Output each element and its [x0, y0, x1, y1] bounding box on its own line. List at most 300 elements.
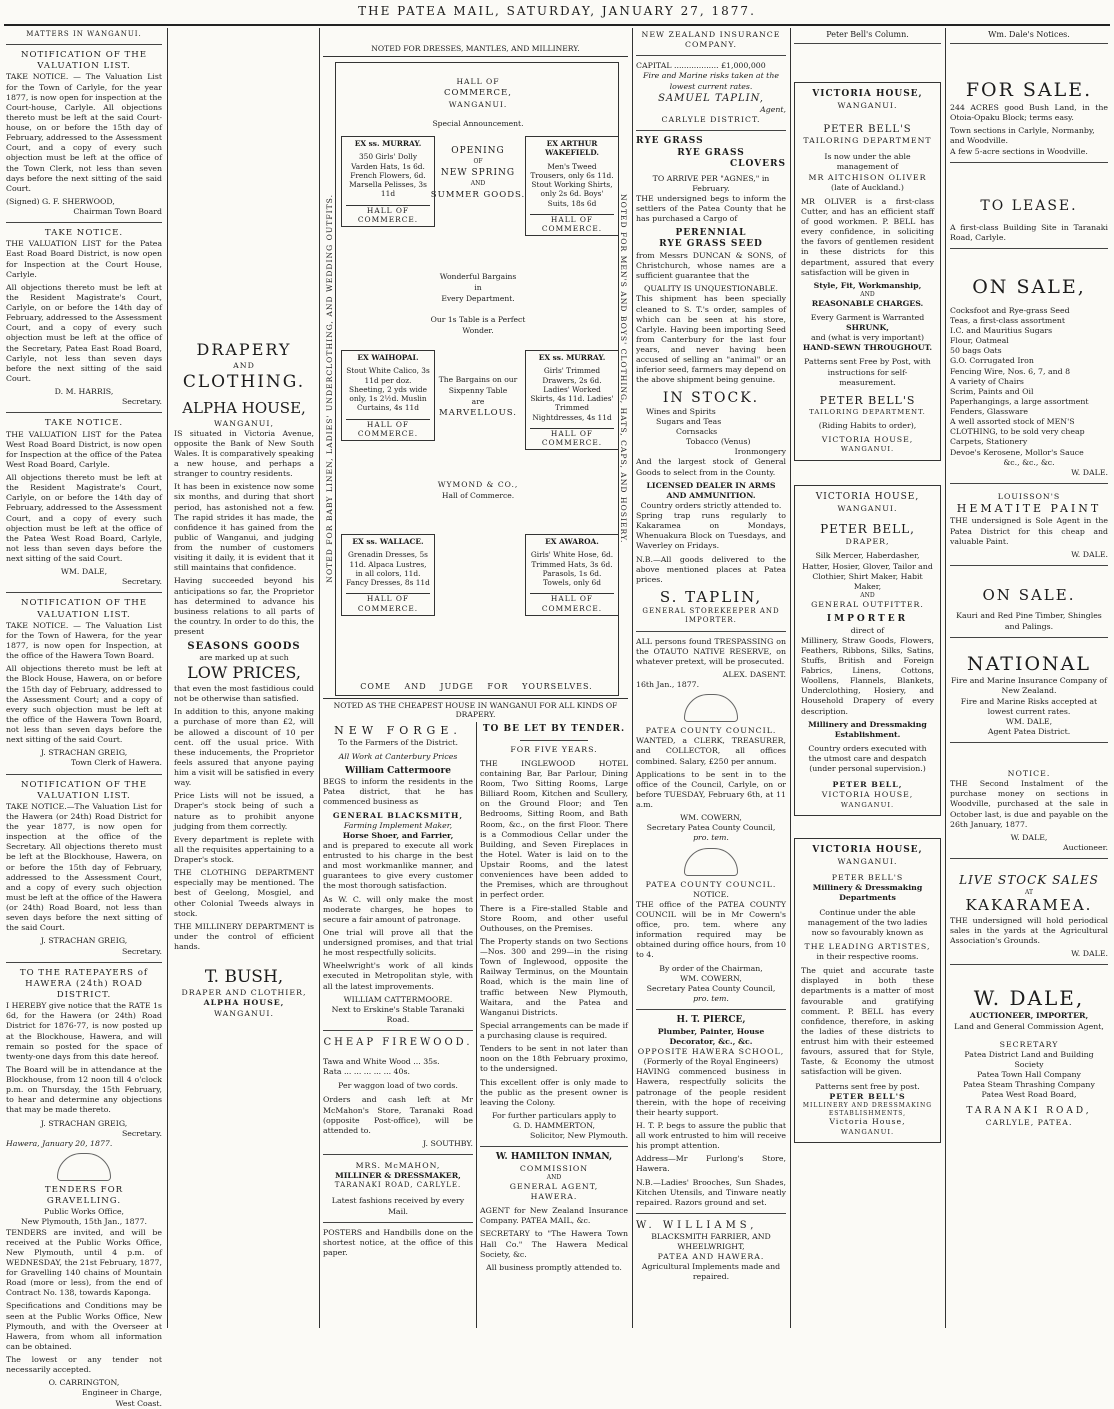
- notice-signature: (Signed) G. F. SHERWOOD,: [6, 196, 115, 206]
- ad-subtitle: NOTICE.: [693, 889, 729, 899]
- ad-name: PETER BELL'S: [819, 393, 916, 407]
- ad-line: COMMISSION: [519, 1164, 589, 1173]
- ad-center-line: NEW SPRING: [440, 168, 516, 179]
- notice-title: NOTIFICATION OF THE VALUATION LIST.: [20, 50, 148, 72]
- ad-body: Fire and Marine Insurance Company of New Zealand.: [951, 676, 1107, 696]
- ad-name: MRS. McMAHON,: [355, 1161, 441, 1171]
- bargain-box-title: EX WAIHOPAI.: [357, 353, 419, 362]
- notice-signature: O. CARRINGTON,: [48, 1378, 120, 1388]
- notice-body: All objections thereto must be left at the Block House, Hawera, on or before the 15th day of February, addressed to the Assessment Court; and a copy of every such objection must be left at the office of the Hawera Town Board, not less than seven days before the next sitting of the said Court.: [6, 664, 162, 745]
- notice-signature: WM. DALE,: [60, 567, 108, 577]
- notice-signature-title: Secretary.: [121, 1128, 162, 1138]
- bargain-box-footer: HALL OF COMMERCE.: [346, 593, 430, 613]
- ad-body: THE INGLEWOOD HOTEL containing Bar, Bar Parlour, Dining Room, Two Sitting Rooms, Large Billiard Room, Kitchen and Scullery, on the Ground Floor; and Ten Bedrooms, Sitting Room, and Bath Room, &c., on the first Floor. There is a Commodious Cellar under the Building, and Seven Fireplaces in the Hotel. Water is laid on to the Upstair Rooms, and the latest conveniences have been added to the Premises, which are throughout in perfect order.: [480, 758, 628, 900]
- ad-body: Agricultural Implements made and repaired.: [641, 1262, 781, 1282]
- bargain-box: [525, 136, 619, 236]
- ad-body: One trial will prove all that the undersigned promises, and that trial he most respectfully solicits.: [323, 927, 473, 958]
- ad-place: WANGANUI.: [837, 503, 898, 513]
- bargain-box-body: Stout White Calico, 3s 11d per doz. Sheeting, 2 yds wide only, 1s 2½d. Muslin Curtains, 4s 11d: [346, 366, 430, 413]
- ad-highlight: QUALITY IS UNQUESTIONABLE.: [644, 284, 778, 294]
- notice-title: NOTIFICATION OF THE VALUATION LIST.: [20, 779, 148, 801]
- column-notices: [6, 30, 162, 1408]
- ad-body: As W. C. will only make the most moderate charges, he hopes to secure a fair amount of patronage.: [323, 894, 473, 924]
- ad-banner-right: NOTED FOR MEN'S AND BOYS' CLOTHING, HATS, CAPS, AND HOSIERY.: [619, 194, 628, 544]
- ad-body: For further particulars apply to: [491, 1110, 617, 1120]
- ad-line: CARLYLE DISTRICT.: [661, 114, 761, 124]
- ad-body: (Riding Habits to order),: [818, 420, 917, 430]
- ad-body: THE office of the PATEA COUNTY COUNCIL will be in Mr Cowern's office, pro. tem. where any information required may be obtained during office hours, from 10 to 4.: [636, 899, 786, 960]
- ad-title: NEW ZEALAND INSURANCE COMPANY.: [641, 30, 781, 50]
- ad-highlight: Horse Shoer, and Farrier,: [342, 830, 454, 840]
- ad-body: Millinery, Straw Goods, Flowers, Feathers, Ribbons, Silks, Satins, Stuffs, British and Foreign Fabrics, Linens, Cottons, Woollens, Flannels, Blankets, Underclothing, Hosiery, and Household Drapery of every description.: [801, 635, 934, 716]
- bargain-box: [525, 350, 619, 450]
- ad-body: This excellent offer is only made to the public as the present owner is leaving the Colony.: [480, 1077, 628, 1107]
- ad-body: Fire and Marine Risks accepted at lowest current rates.: [960, 696, 1098, 716]
- ad-signature: Next to Erskine's Stable Taranaki Road.: [331, 1004, 465, 1024]
- notice-place: Public Works Office,: [43, 1207, 125, 1217]
- ad-body: THE CLOTHING DEPARTMENT especially may be mentioned. The best of Geelong, Mosgiel, and other Colonial Tweeds always in stock.: [174, 868, 314, 918]
- ad-highlight: RYE GRASS: [636, 135, 704, 146]
- ad-place: WANGANUI,: [214, 418, 274, 428]
- ad-body: HAVING commenced business in Hawera, respectfully solicits the patronage of the people resident therein, with the hope of receiving their hearty support.: [636, 1067, 786, 1117]
- ad-body: Patterns sent free by post.: [815, 1081, 920, 1091]
- ad-highlight: GENERAL BLACKSMITH,: [332, 810, 464, 820]
- ad-line: Fire and Marine risks taken at the lowest current rates.: [643, 71, 779, 91]
- ad-and: AND: [233, 360, 255, 370]
- ad-body: 244 ACRES good Bush Land, in the Otoia-Opaku Block; terms easy.: [950, 103, 1108, 123]
- notice-title: TO THE RATEPAYERS of HAWERA (24th) ROAD DISTRICT.: [19, 967, 149, 1001]
- bargain-box-title: EX AWAROA.: [545, 537, 599, 546]
- ad-name: MR AITCHISON OLIVER: [808, 172, 927, 182]
- ad-line: SECRETARY: [999, 1039, 1059, 1049]
- ad-title: ON SALE,: [972, 276, 1086, 299]
- ad-highlight: GENERAL OUTFITTER.: [811, 599, 924, 609]
- ad-body: N.B.—All goods delivered to the above mentioned places at Patea prices.: [636, 554, 786, 584]
- ad-highlight: REASONABLE CHARGES.: [811, 298, 924, 308]
- ad-line: AND: [860, 290, 875, 298]
- ad-body: There is a Fire-stalled Stable and Store Room, and other useful Outhouses, on the Premises.: [480, 903, 628, 933]
- bargain-box-body: 350 Girls' Dolly Varden Hats, 1s 6d. French Flowers, 6d. Marsella Pelisses, 3s 11d: [349, 152, 427, 199]
- ad-signature: W. DALE.: [1071, 467, 1108, 477]
- column-taplin: [636, 30, 786, 1326]
- ad-body: The Property stands on two Sections —Nos. 300 and 299—in the rising Town of Inglewood, opposite the Railway Terminus, on the Mountain Road, which is the main line of traffic between New Plymouth, Waitara, and the Patea and Wanganui Districts.: [480, 936, 628, 1017]
- ad-title: VICTORIA HOUSE,: [815, 491, 920, 502]
- notice-body: I HEREBY give notice that the RATE 1s 6d, for the Hawera (or 24th) Road District for 1876-77, is now posted up at the Blockhouse, Hawera, and will remain so posted for the space of twenty-one days from this date hereof.: [6, 1001, 162, 1061]
- ad-body: THE MILLINERY DEPARTMENT is under the control of efficient hands.: [174, 921, 314, 952]
- ad-body: Town sections in Carlyle, Normanby, and Woodville.: [950, 126, 1095, 146]
- ad-signature-title: pro. tem.: [693, 993, 729, 1003]
- ad-line: PATEA AND HAWERA.: [657, 1252, 765, 1262]
- ad-subtitle: TAILORING DEPARTMENT.: [809, 408, 926, 417]
- ad-highlight: LOW PRICES,: [187, 663, 301, 683]
- bargain-box-body: Grenadin Dresses, 5s 11d. Alpaca Lustres, in all colors, 11d. Fancy Dresses, 8s 11d: [346, 550, 430, 587]
- ad-title: FOR SALE.: [965, 79, 1093, 102]
- ad-banner-left: NOTED FOR BABY LINEN, LADIES' UNDERCLOTHING, AND WEDDING OUTFITS.: [325, 194, 334, 583]
- ad-name: W. WILLIAMS,: [636, 1219, 758, 1231]
- column-divider: [319, 28, 320, 1328]
- column-divider: [632, 28, 633, 1328]
- ad-body: A few 5-acre sections in Woodville.: [950, 146, 1088, 156]
- ad-highlight: IN STOCK.: [662, 389, 760, 406]
- ad-highlight: RYE GRASS: [677, 147, 745, 158]
- notice-signature-title: West Coast.: [115, 1398, 162, 1408]
- ad-signature: WILLIAM CATTERMOORE.: [343, 994, 453, 1004]
- ad-line: Patea District Land and Building Society: [964, 1049, 1094, 1069]
- ad-body: Price Lists will not be issued, a Draper's stock being of such a nature as to prohibit anyone judging from them correctly.: [174, 791, 314, 831]
- ad-place: WANGANUI.: [837, 857, 898, 867]
- ad-place: WANGANUI.: [840, 800, 895, 809]
- notice-body: TAKE NOTICE.—The Valuation List for the Hawera (or 24th) Road District for the year 1877, is now open for inspection at the office of the Secretary. All objections thereto must be left at the Blockhouse, Hawera, on or before the 15th day of February, addressed to the Assessment Court, and a copy of every such objection must be left at the office of the Hawera (or 24th) Road Board, not less than seven days before the next sitting of the said Court.: [6, 801, 162, 933]
- ad-title: TO BE LET BY TENDER.: [482, 724, 626, 734]
- ad-body: Silk Mercer, Haberdasher, Hatter, Hosier, Glover, Tailor and Clothier, Shirt Maker, Habit Maker,: [802, 551, 933, 591]
- notice-signature: D. M. HARRIS,: [54, 387, 114, 397]
- notice-body: TAKE NOTICE. — The Valuation List for the Town of Hawera, for the year 1877, is now open for Inspection, at the office of the Hawera Town Board.: [6, 620, 162, 661]
- ad-signature: WM. COWERN,: [680, 973, 742, 983]
- ad-subtitle: DRAPER,: [845, 537, 890, 547]
- ad-body: POSTERS and Handbills done on the shortest notice, at the office of this paper.: [323, 1227, 473, 1257]
- ad-line: AND: [860, 591, 875, 599]
- ad-body: And the largest stock of General Goods to select from in the County.: [636, 457, 786, 477]
- ad-line: GENERAL AGENT,: [509, 1181, 599, 1191]
- ad-center-line: OF: [473, 158, 483, 166]
- ad-place: WANGANUI.: [837, 101, 898, 111]
- column-divider: [790, 28, 791, 1328]
- ad-subtitle: MILLINERY AND DRESSMAKING ESTABLISHMENTS,: [802, 1101, 933, 1117]
- notice-body: All objections thereto must be left at the Resident Magistrate's Court, Carlyle, on or before the 14th day of February, addressed to the Assessment Court, and a copy of every such objection must be left at the office of the Patea West Road Board, Carlyle, not less than seven days before the next sitting of the said Court.: [6, 473, 162, 564]
- ad-body: A first-class Building Site in Taranaki Road, Carlyle.: [950, 222, 1108, 243]
- ad-signature: W. DALE.: [1071, 549, 1108, 559]
- column-heading: Wm. Dale's Notices.: [950, 30, 1108, 44]
- ad-title: ON SALE.: [982, 585, 1076, 604]
- ad-signature-title: pro. tem.: [693, 833, 729, 843]
- ad-signature-title: Auctioneer.: [1063, 842, 1108, 852]
- column-top: MATTERS IN WANGANUI.: [26, 30, 142, 38]
- ad-center-line: The Bargains on our Sixpenny Table: [438, 375, 518, 396]
- ad-body: MR OLIVER is a first-class Cutter, and has an efficient staff of good workmen. P. BELL has every confidence, in soliciting the favors of gentlemen resident in these districts for this department, assured that every satisfaction will be given in: [801, 196, 934, 277]
- bargain-box: [341, 136, 435, 227]
- ad-signature: W. DALE,: [1010, 832, 1048, 842]
- ad-line: Plumber, Painter, House Decorator, &c., &c.: [657, 1026, 765, 1046]
- ad-highlight: IMPORTER: [826, 613, 909, 624]
- notice-signature: J. STRACHAN GREIG,: [40, 1118, 128, 1128]
- ad-body: Is now under the able management of: [824, 152, 911, 172]
- column-hotel-tender: [480, 724, 628, 1324]
- bargain-box-title: EX ss. MURRAY.: [538, 353, 606, 362]
- bargain-box: [525, 534, 619, 616]
- ad-subtitle: To the Farmers of the District.: [338, 738, 458, 748]
- column-forge: [323, 724, 473, 1324]
- ad-body: THE Second Instalment of the purchase money on sections in Woodville, purchased at the sale in October last, is due and payable on the 26th January, 1877.: [950, 779, 1108, 829]
- ad-highlight: SHRUNK,: [846, 323, 889, 332]
- ad-list: Cocksfoot and Rye-grass Seed Teas, a first-class assortment I.C. and Mauritius Sugars Flour, Oatmeal 50 bags Oats G.O. Corrugated Iron Fencing Wire, Nos. 6, 7, and 8 A variety of Chairs Scrim, Paints and Oil Paperhangings, a large assortment Fenders, Glassware: [950, 305, 1089, 417]
- ad-title: HEMATITE PAINT: [956, 502, 1102, 516]
- ad-body: It has been in existence now some six months, and during that short period, has astonished not a few. The rapid strides it has made, the confidence it has gained from the public of Wanganui, and judging from the number of customers visiting it daily, it is evident that it still maintains that confidence.: [174, 482, 314, 573]
- ad-date: 16th Jan., 1877.: [636, 680, 700, 690]
- ad-line: Tobacco (Venus): [686, 437, 751, 447]
- ad-signature: WM. DALE,: [1005, 716, 1053, 726]
- bargain-box-footer: HALL OF COMMERCE.: [346, 205, 430, 225]
- bargain-box-body: Men's Tweed Trousers, only 6s 11d. Stout Working Shirts, only 2s 6d. Boys' Suits, 18s 6d: [530, 161, 614, 208]
- ad-body: A well assorted stock of MEN'S CLOTHING, to be sold very cheap: [950, 417, 1085, 437]
- ad-body: Country orders executed with the utmost care and despatch (under personal supervision.): [808, 743, 927, 774]
- bargain-box-footer: HALL OF COMMERCE.: [346, 419, 430, 439]
- ad-body: In addition to this, anyone making a purchase of more than £2, will be allowed a discount of 10 per cent. off the usual price. With these inducements, the Proprietor feels assured that anyone paying him a visit will be satisfied in every way.: [174, 707, 314, 788]
- ad-line: &c., &c., &c.: [1003, 457, 1055, 467]
- ad-title: DRAPERY: [196, 340, 292, 359]
- bargain-box-title: EX ARTHUR WAKEFIELD.: [545, 139, 599, 158]
- ad-body: from Messrs DUNCAN & SONS, of Christchurch, whose names are a sufficient guarantee that the: [636, 250, 786, 281]
- ad-body: AGENT for New Zealand Insurance Company. PATEA MAIL, &c.: [480, 1206, 628, 1226]
- masthead-rule: [4, 24, 1110, 26]
- ad-body: Every department is replete with all the requisites appertaining to a Draper's stock.: [174, 834, 314, 865]
- ad-banner-bottom: NOTED AS THE CHEAPEST HOUSE IN WANGANUI FOR ALL KINDS OF DRAPERY.: [323, 698, 628, 719]
- ad-slogan: COME AND JUDGE FOR YOURSELVES.: [360, 682, 593, 691]
- ad-body: Country orders strictly attended to.: [640, 500, 782, 510]
- ad-name: PETER BELL'S: [823, 124, 912, 136]
- ad-center-line: Wonderful Bargains: [439, 272, 517, 282]
- ad-center-line: HALL OF: [456, 77, 500, 86]
- ad-title: PATEA COUNTY COUNCIL.: [645, 879, 777, 889]
- ad-subtitle: All Work at Canterbury Prices: [338, 752, 458, 762]
- ad-highlight: SEASONS GOODS: [187, 641, 301, 653]
- ad-body: Special arrangements can be made if a purchasing clause is required.: [480, 1020, 628, 1041]
- column-heading: Peter Bell's Column.: [794, 30, 941, 44]
- column-alpha-house: [174, 340, 314, 1020]
- bargain-box-body: Girls' White Hose, 6d. Trimmed Hats, 3s 6d. Parasols, 1s 6d. Towels, only 6d: [530, 550, 614, 587]
- ad-line: Patea Town Hall Company: [977, 1070, 1081, 1080]
- masthead: THE PATEA MAIL, SATURDAY, JANUARY 27, 1877.: [358, 4, 756, 18]
- ad-house-name: ALPHA HOUSE,: [182, 399, 306, 418]
- ad-body: Having succeeded beyond his anticipations so far, the Proprietor has determined to advance his business relations to all parts of the country. In order to do this, the present: [174, 576, 314, 637]
- ad-line: Agent,: [760, 104, 786, 114]
- notice-body: TENDERS are invited, and will be received at the Public Works Office, New Plymouth, until 4 p.m. of WEDNESDAY, the 21st February, 1877, for Gravelling 140 chains of Mountain Road (more or less), from the end of Contract No. 138, towards Kaponga.: [6, 1227, 162, 1298]
- ad-title: NATIONAL: [966, 652, 1092, 675]
- ad-signature-title: GENERAL STOREKEEPER AND IMPORTER.: [642, 607, 780, 625]
- ad-highlight: Style, Fit, Workmanship,: [813, 280, 922, 290]
- notice-body: All objections thereto must be left at the Resident Magistrate's Court, Carlyle, on or before the 14th day of February, addressed to the Assessment Court, and a copy of every such objection must be left at the office of the Secretary, Patea East Road Board, Carlyle, not less than seven days before the next sitting of the said Court.: [6, 282, 162, 383]
- notice-signature-title: Chairman Town Board: [73, 207, 162, 217]
- notice-body: TAKE NOTICE. — The Valuation List for the Town of Carlyle, for the year 1877, is now open for inspection at the Court-house, Carlyle. All objections thereto must be left at the said Court-house, on or before the 15th day of February, addressed to the Assessment Court, and a copy of every such objection must be left at the office of the Town Clerk, not less than seven days before the next sitting of the said Court.: [6, 72, 162, 193]
- ad-title: LOUISSON'S: [997, 491, 1061, 501]
- ad-highlight: Farming Implement Maker,: [343, 820, 453, 830]
- ad-body: Continue under the able management of the two ladies now so favourably known as: [807, 907, 928, 937]
- ad-body: N.B.—Ladies' Brooches, Sun Shades, Kitchen Utensils, and Tinware neatly repaired. Razors ground and set.: [636, 1177, 786, 1207]
- ad-line: Wines and Spirits: [646, 406, 716, 416]
- ad-highlight: LICENSED DEALER IN ARMS AND AMMUNITION.: [646, 480, 776, 500]
- ad-name: PETER BELL,: [832, 780, 903, 790]
- ad-body: Latest fashions received by every Mail.: [331, 1196, 465, 1216]
- ad-body: THE undersigned begs to inform the settlers of the Patea County that he has purchased a Cargo of: [636, 194, 786, 224]
- ad-line: Cornsacks: [676, 427, 718, 436]
- ad-center-line: WYMOND & CO.,: [437, 480, 519, 490]
- notice-signature-title: Town Clerk of Hawera.: [70, 758, 162, 768]
- ad-subtitle: Land and General Commission Agent,: [954, 1021, 1104, 1031]
- notice-title: TENDERS FOR GRAVELLING.: [44, 1184, 124, 1207]
- ad-center-line: MARVELLOUS.: [439, 408, 517, 419]
- ad-body: Applications to be sent in to the office of the Council, Carlyle, on or before TUESDAY, February 6th, at 11 a.m.: [636, 769, 786, 810]
- ad-signature-title: DRAPER AND CLOTHIER,: [181, 988, 307, 998]
- ad-line: BLACKSMITH FARRIER, AND WHEELWRIGHT,: [651, 1231, 771, 1251]
- ad-center-line: Every Department.: [441, 294, 515, 304]
- ad-signature-title: WANGANUI.: [214, 1008, 274, 1018]
- ad-body: and (what is very important): [810, 333, 925, 343]
- notice-body: Specifications and Conditions may be seen at the Public Works Office, New Plymouth, and with the Overseer at Hawera, from whom all information can be obtained.: [6, 1301, 162, 1351]
- ad-tailoring: [794, 82, 941, 461]
- ad-signature: T. BUSH,: [204, 967, 284, 988]
- column-peter-bell: [794, 30, 941, 1326]
- ad-body: H. T. P. begs to assure the public that all work entrusted to him will receive his prompt attention.: [636, 1120, 786, 1151]
- ad-line: Sugars and Teas: [656, 416, 722, 426]
- ad-millinery: [794, 838, 941, 1143]
- ad-line: Rata ... ... ... ... ... 40s.: [323, 1067, 410, 1077]
- ad-address: CARLYLE, PATEA.: [985, 1118, 1073, 1128]
- ad-title: NOTICE.: [1007, 769, 1051, 779]
- ad-subtitle: FOR FIVE YEARS.: [510, 744, 598, 754]
- ad-body: Every Garment is Warranted: [810, 312, 925, 322]
- ad-highlight: MILLINER & DRESSMAKER,: [335, 1171, 461, 1181]
- ad-body: and is prepared to execute all work entrusted to his charge in the best and most workmanlike manner, and guarantees to give every customer the most thorough satisfaction.: [323, 840, 473, 891]
- ad-center-line: OPENING: [451, 146, 505, 157]
- ad-body: Kauri and Red Pine Timber, Shingles and Palings.: [956, 611, 1102, 631]
- ad-highlight: Millinery and Dressmaking Establishment.: [808, 719, 927, 739]
- ad-body: The quiet and accurate taste displayed in both these departments is a matter of most favourable and gratifying comment. P. BELL has every confidence, therefore, in asking the ladies of these districts to entrust him with their esteemed favours, assured that for Style, Taste, & Economy the utmost satisfaction will be given.: [801, 966, 934, 1077]
- ad-title: W. DALE,: [973, 986, 1085, 1011]
- ad-line: CAPITAL .................. £1,000,000: [636, 61, 766, 71]
- ad-line: Patea Steam Thrashing Company: [963, 1080, 1095, 1090]
- ad-signature: Solicitor, New Plymouth.: [529, 1131, 628, 1141]
- ad-place: WANGANUI.: [840, 445, 895, 454]
- ad-line: Patea West Road Board,: [981, 1090, 1077, 1100]
- ad-body: SECRETARY to "The Hawera Town Hall Co." The Hawera Medical Society, &c.: [480, 1229, 628, 1259]
- ad-line: direct of: [850, 625, 885, 635]
- ad-signature: W. DALE.: [1071, 949, 1108, 959]
- ad-name: W. HAMILTON INMAN,: [495, 1152, 613, 1163]
- notice-date: New Plymouth, 15th Jan., 1877.: [20, 1217, 148, 1227]
- notice-title: NOTIFICATION OF THE VALUATION LIST.: [20, 598, 148, 620]
- ad-title: LIVE STOCK SALES: [959, 873, 1099, 888]
- ad-body: IS situated in Victoria Avenue, opposite the Bank of New South Wales. It is comparatively speaking a new house, and perhaps a stranger to country residents.: [174, 428, 314, 479]
- ad-signature: WM. COWERN,: [680, 813, 742, 823]
- notice-signature: J. STRACHAN GREIG,: [40, 748, 128, 758]
- column-divider: [476, 722, 477, 1328]
- ad-name: William Cattermoore: [345, 765, 451, 776]
- ad-title: VICTORIA HOUSE,: [812, 845, 923, 856]
- bargain-box: [341, 350, 435, 441]
- ad-subtitle: TAILORING DEPARTMENT: [803, 136, 932, 146]
- ad-line: (Formerly of the Royal Engineers): [643, 1057, 779, 1067]
- ad-title: VICTORIA HOUSE,: [821, 790, 914, 800]
- ad-title: Victoria House,: [829, 1117, 906, 1127]
- ad-center-line: in: [474, 283, 482, 293]
- ad-line: HAWERA.: [530, 1192, 578, 1202]
- bargain-box-footer: HALL OF COMMERCE.: [530, 214, 614, 234]
- ad-signature: S. TAPLIN,: [659, 587, 763, 606]
- ad-name: PETER BELL'S: [831, 873, 904, 883]
- ad-signature: J. SOUTHBY.: [423, 1138, 473, 1148]
- ad-body: Patterns sent Free by Post, with instructions for self-measurement.: [804, 357, 931, 387]
- ad-highlight: HAND-SEWN THROUGHOUT.: [802, 343, 933, 353]
- ad-center-line: are: [471, 397, 485, 407]
- ad-subtitle: AUCTIONEER, IMPORTER,: [969, 1011, 1089, 1021]
- ad-address: TARANAKI ROAD,: [966, 1106, 1092, 1117]
- ad-signature-title: Agent Patea District.: [987, 726, 1071, 736]
- notice-body: THE VALUATION LIST for the Patea East Road Board District, is now open for Inspection at the Court House, Carlyle.: [6, 239, 162, 279]
- ad-body: ALL persons found TRESPASSING on the OTAUTO NATIVE RESERVE, on whatever pretext, will be prosecuted.: [636, 636, 786, 666]
- ad-name: SAMUEL TAPLIN,: [658, 92, 764, 104]
- ad-body: All business promptly attended to.: [486, 1262, 622, 1272]
- ad-title: TO LEASE.: [980, 197, 1078, 214]
- notice-body: The Board will be in attendance at the Blockhouse, from 12 noon till 4 o'clock p.m. on Thursday, the 15th February, to hear and determine any objections that may be made thereto.: [6, 1064, 162, 1115]
- ad-draper: [794, 485, 941, 816]
- bargain-box-footer: HALL OF COMMERCE.: [530, 593, 614, 613]
- ad-body: Wheelwright's work of all kinds executed in Metropolitan style, with all the latest improvements.: [323, 961, 473, 991]
- ad-highlight: Millinery & Dressmaking Departments: [812, 883, 923, 903]
- ad-body: Orders and cash left at Mr McMahon's Store, Taranaki Road (opposite Post-office), will be attended to.: [323, 1095, 473, 1135]
- ad-line: OPPOSITE HAWERA SCHOOL,: [637, 1047, 785, 1056]
- ad-body: THE undersigned will hold periodical sales in the yards at the Agricultural Association's Grounds.: [950, 915, 1108, 946]
- ad-title: NEW FORGE.: [334, 724, 462, 737]
- ad-center-line: WANGANUI.: [448, 100, 508, 110]
- ad-highlight: RYE GRASS SEED: [659, 239, 763, 250]
- ad-center-line: COMMERCE,: [444, 88, 512, 98]
- ad-center: [428, 76, 528, 501]
- column-divider: [167, 28, 168, 1328]
- ad-line: AT: [1024, 888, 1033, 896]
- column-dale: [950, 30, 1108, 1326]
- ad-signature-title: ALPHA HOUSE,: [203, 998, 285, 1008]
- ad-highlight: THE LEADING ARTISTES,: [804, 941, 931, 951]
- ad-body: This shipment has been specially cleaned to S. T.'s order, samples of which can be seen at his store, Carlyle. Having been importing Seed from Canterbury for the last four years, and never having been accused of selling an "animal" or an inferior seed, farmers may depend on the above shipment being genuine.: [636, 294, 786, 385]
- ad-line: AND: [546, 1174, 562, 1182]
- notice-signature-title: Engineer in Charge,: [81, 1388, 162, 1398]
- ad-highlight: PERENNIAL: [675, 227, 747, 238]
- notice-title: TAKE NOTICE.: [44, 418, 124, 429]
- ad-signature-title: Secretary Patea County Council,: [646, 823, 776, 833]
- bargain-box-footer: HALL OF COMMERCE.: [530, 428, 614, 448]
- royal-crest-icon: [57, 1153, 111, 1181]
- ad-title: PATEA COUNTY COUNCIL.: [645, 726, 777, 736]
- ad-title: VICTORIA HOUSE,: [812, 89, 923, 100]
- ad-body: that even the most fastidious could not be otherwise than satisfied.: [174, 684, 314, 704]
- ad-address: TARANAKI ROAD, CARLYLE.: [334, 1181, 462, 1190]
- ad-title: VICTORIA HOUSE,: [821, 435, 914, 444]
- royal-crest-icon: [684, 694, 738, 722]
- ad-body: By order of the Chairman,: [659, 963, 763, 973]
- bargain-box-title: EX ss. MURRAY.: [354, 139, 422, 148]
- hall-of-commerce-ad: [323, 44, 628, 719]
- ad-center-line: SUMMER GOODS.: [430, 189, 526, 200]
- ad-body: BEGS to inform the residents in the Patea district, that he has commenced business as: [323, 777, 473, 807]
- notice-title: TAKE NOTICE.: [44, 228, 124, 239]
- ad-title: CHEAP FIREWOOD.: [323, 1037, 473, 1049]
- column-divider: [945, 28, 946, 1328]
- ad-place: WANGANUI.: [840, 1127, 895, 1136]
- ad-title: KAKARAMEA.: [965, 896, 1093, 915]
- ad-list: Carpets, Stationery Devoe's Kerosene, Mollor's Sauce: [950, 437, 1084, 457]
- ad-name: PETER BELL,: [820, 521, 915, 536]
- ad-highlight: CLOVERS: [730, 159, 786, 170]
- ad-body: WANTED, a CLERK, TREASURER, and COLLECTOR, all offices combined. Salary, £250 per annum.: [636, 736, 786, 766]
- ad-banner-top: NOTED FOR DRESSES, MANTLES, AND MILLINERY.: [323, 44, 628, 57]
- bargain-box-title: EX ss. WALLACE.: [352, 537, 424, 546]
- ad-body: in their respective rooms.: [816, 952, 919, 962]
- ad-center-line: Special Announcement.: [432, 119, 524, 129]
- ad-center-line: AND: [470, 180, 486, 188]
- ad-subtitle: TO ARRIVE PER "AGNES," in February.: [652, 173, 770, 194]
- notice-date: Hawera, January 20, 1877.: [6, 1138, 113, 1148]
- ad-body: (late of Auckland.): [831, 182, 904, 192]
- ad-body: Address—Mr Furlong's Store, Hawera.: [636, 1154, 786, 1174]
